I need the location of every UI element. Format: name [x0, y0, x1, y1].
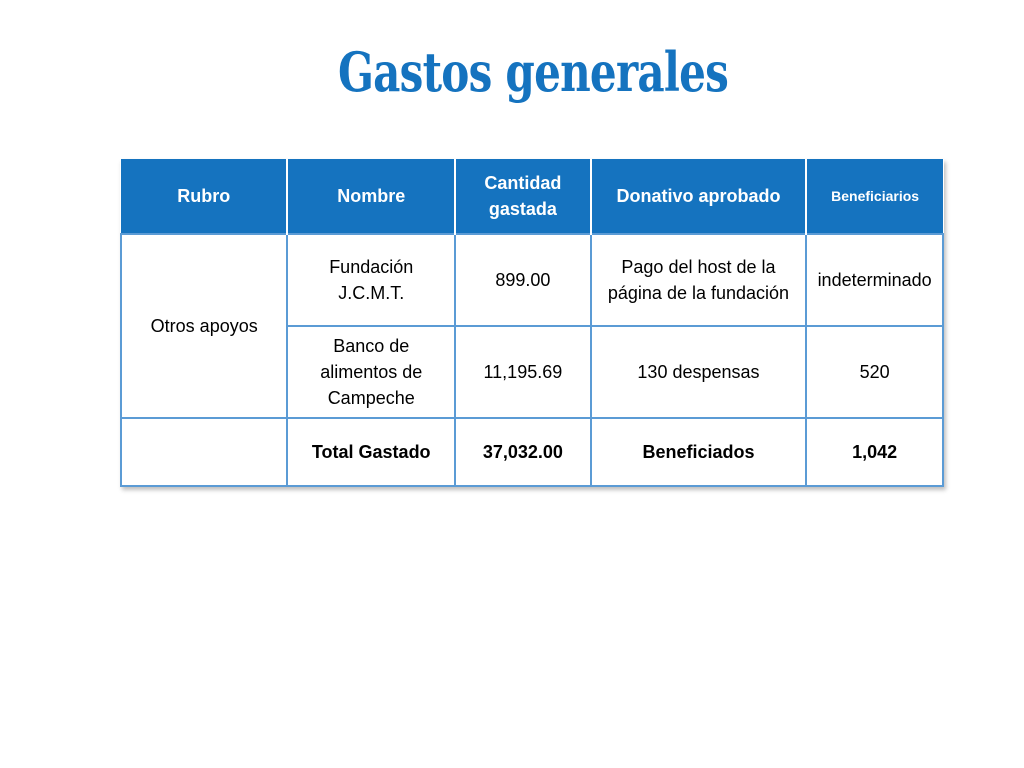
- header-beneficiarios: Beneficiarios: [806, 159, 943, 234]
- table-header-row: [121, 159, 943, 234]
- cell-cantidad: 11,195.69: [455, 326, 591, 418]
- cell-nombre: Banco de alimentos de Campeche: [287, 326, 455, 418]
- table-total-row: [121, 418, 943, 486]
- cell-beneficiarios: 520: [806, 326, 943, 418]
- cell-total-rubro: [121, 418, 287, 486]
- cell-total-label: Total Gastado: [287, 418, 455, 486]
- table-row: [121, 234, 943, 326]
- cell-beneficiados-total: 1,042: [806, 418, 943, 486]
- expenses-table: [120, 159, 944, 487]
- header-cantidad: Cantidad gastada: [455, 159, 591, 234]
- cell-total-cantidad: 37,032.00: [455, 418, 591, 486]
- cell-donativo: Pago del host de la página de la fundación: [591, 234, 806, 326]
- cell-nombre: Fundación J.C.M.T.: [287, 234, 455, 326]
- cell-beneficiados-label: Beneficiados: [591, 418, 806, 486]
- cell-rubro: Otros apoyos: [121, 234, 287, 418]
- header-rubro: Rubro: [121, 159, 287, 234]
- header-donativo: Donativo aprobado: [591, 159, 806, 234]
- page-title: Gastos generales: [337, 40, 729, 104]
- header-nombre: Nombre: [287, 159, 455, 234]
- cell-cantidad: 899.00: [455, 234, 591, 326]
- cell-beneficiarios: indeterminado: [806, 234, 943, 326]
- cell-donativo: 130 despensas: [591, 326, 806, 418]
